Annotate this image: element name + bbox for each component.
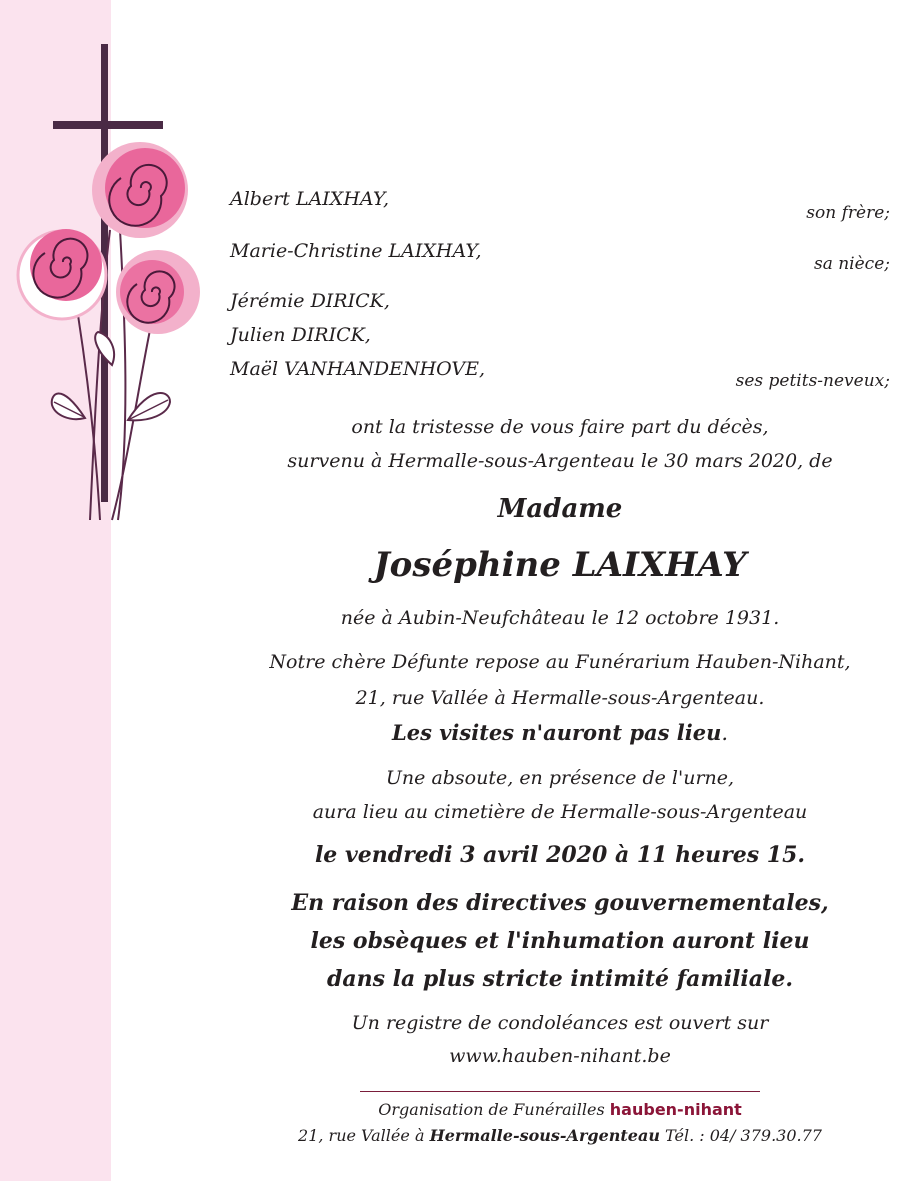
family-name-1: Albert LAIXHAY,	[230, 188, 389, 210]
deceased-birth: née à Aubin-Neufchâteau le 12 octobre 1931.	[340, 607, 780, 629]
repose-line-2: 21, rue Vallée à Hermalle-sous-Argenteau.	[355, 687, 765, 709]
ceremony-line-1: Une absoute, en présence de l'urne,	[385, 767, 735, 789]
footer-brand-logo: hauben-nihant	[609, 1100, 742, 1119]
footer-town: Hermalle-sous-Argenteau	[429, 1126, 660, 1145]
ceremony-line-2: aura lieu au cimetière de Hermalle-sous-Argenteau	[312, 801, 808, 823]
cross-roses-illustration	[0, 30, 210, 530]
notice-line-1: En raison des directives gouvernementales,	[291, 890, 829, 916]
footer-address-line	[205, 1126, 915, 1145]
family-relation-3: ses petits-neveux;	[735, 371, 890, 391]
family-name-3: Jérémie DIRICK,	[230, 290, 390, 312]
family-relation-1: son frère;	[806, 203, 890, 223]
cross-horizontal	[53, 121, 163, 129]
footer-address: 21, rue Vallée à	[298, 1126, 425, 1145]
condolences-url[interactable]: www.hauben-nihant.be	[449, 1045, 671, 1067]
footer-org: Organisation de Funérailles	[378, 1100, 605, 1119]
visits-line	[205, 718, 915, 748]
notice-line-2: les obsèques et l'inhumation auront lieu	[310, 928, 810, 954]
notice-line-3: dans la plus stricte intimité familiale.	[326, 966, 794, 992]
visits-text: Les visites n'auront pas lieu	[391, 720, 722, 745]
announce-line-1: ont la tristesse de vous faire part du décès,	[351, 416, 769, 438]
family-name-4: Julien DIRICK,	[230, 324, 371, 346]
rose-top	[105, 148, 185, 228]
deceased-title: Madame	[497, 494, 623, 524]
footer-divider	[360, 1091, 760, 1092]
visits-end: .	[721, 721, 729, 745]
family-relation-2: sa nièce;	[813, 254, 890, 274]
family-name-2: Marie-Christine LAIXHAY,	[230, 240, 482, 262]
condolences-line: Un registre de condoléances est ouvert sur	[351, 1012, 769, 1034]
announce-line-2: survenu à Hermalle-sous-Argenteau le 30 mars 2020, de	[287, 450, 833, 472]
deceased-name: Joséphine LAIXHAY	[373, 545, 747, 585]
ceremony-date: le vendredi 3 avril 2020 à 11 heures 15.	[314, 842, 806, 868]
family-name-5: Maël VANHANDENHOVE,	[230, 358, 486, 380]
repose-line-1: Notre chère Défunte repose au Funérarium Hauben-Nihant,	[269, 651, 851, 673]
footer-phone: Tél. : 04/ 379.30.77	[665, 1126, 822, 1145]
footer-org-line	[205, 1100, 915, 1119]
